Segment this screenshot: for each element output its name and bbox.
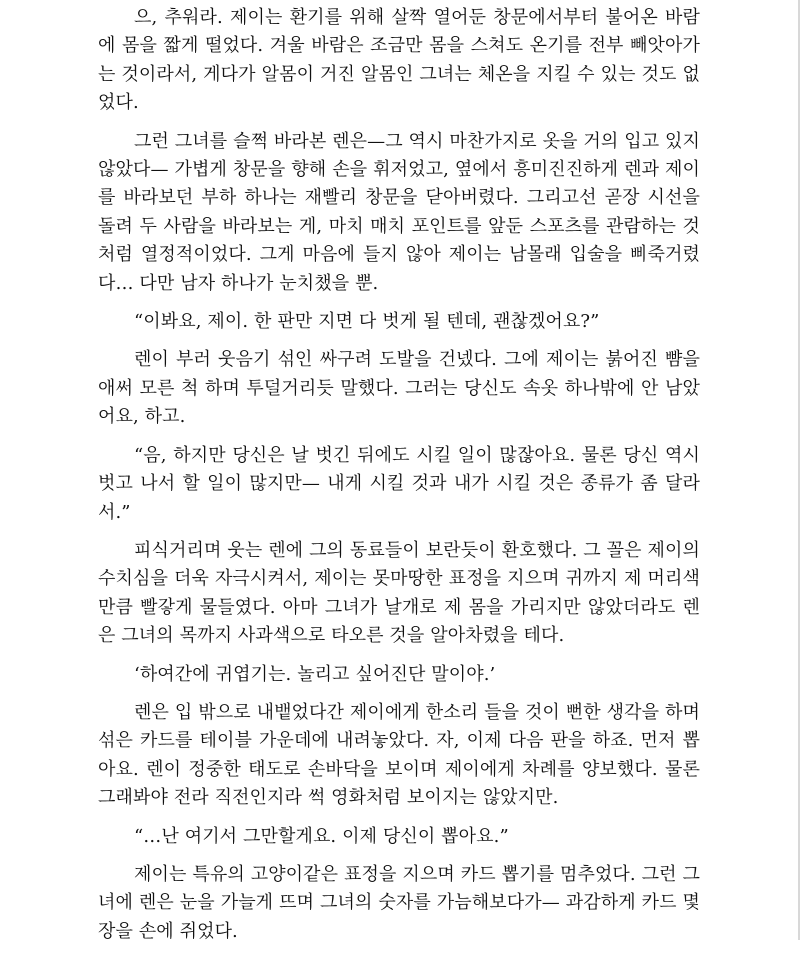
paragraph-2: 그런 그녀를 슬쩍 바라본 렌은—그 역시 마찬가지로 옷을 거의 입고 있지 않았다— 가볍게 창문을 향해 손을 휘저었고, 옆에서 흥미진진하게 렌과 제이를 바라보던 부하 하나는 재빨리 창문을 닫아버렸다. 그리고선 곧장 시선을 돌려 두 사람을 바라보는 게, 마치 매치 포인트를 앞둔 스포츠를 관람하는 것처럼 열정적이었다. 그게 마음에 들지 않아 제이는 남몰래 입술을 삐죽거렸다… 다만 남자 하나가 눈치챘을 뿐. — [98, 130, 700, 294]
paragraph-1: 으, 추워라. 제이는 환기를 위해 살짝 열어둔 창문에서부터 불어온 바람에 몸을 짧게 떨었다. 겨울 바람은 조금만 몸을 스쳐도 온기를 전부 빼앗아가는 것이라서, 게다가 알몸이 거진 알몸인 그녀는 체온을 지킬 수 있는 것도 없었다. — [98, 7, 700, 114]
paragraph-3-dialogue: “이봐요, 제이. 한 판만 지면 다 벗게 될 텐데, 괜찮겠어요?” — [134, 311, 600, 333]
paragraph-6: 피식거리며 웃는 렌에 그의 동료들이 보란듯이 환호했다. 그 꼴은 제이의 수치심을 더욱 자극시켜서, 제이는 못마땅한 표정을 지으며 귀까지 제 머리색만큼 빨갛게 물들였다. 아마 그녀가 날개로 제 몸을 가리지만 않았더라도 렌은 그녀의 목까지 사과색으로 타오른 것을 알아차렸을 테다. — [98, 539, 700, 647]
paragraph-5-dialogue: “음, 하지만 당신은 날 벗긴 뒤에도 시킬 일이 많잖아요. 물론 당신 역시 벗고 나서 할 일이 많지만— 내게 시킬 것과 내가 시킬 것은 종류가 좀 달라서.” — [98, 444, 700, 523]
paragraph-9-dialogue: “…난 여기서 그만할게요. 이제 당신이 뽑아요.” — [134, 825, 509, 847]
paragraph-4: 렌이 부러 웃음기 섞인 싸구려 도발을 건넸다. 그에 제이는 붉어진 뺨을 애써 모른 척 하며 투덜거리듯 말했다. 그러는 당신도 속옷 하나밖에 안 남았어요, 하고. — [98, 349, 700, 428]
story-text — [98, 4, 700, 956]
paragraph-7-thought: ‘하여간에 귀엽기는. 놀리고 싶어진단 말이야.’ — [134, 663, 496, 685]
paragraph-10: 제이는 특유의 고양이같은 표정을 지으며 카드 뽑기를 멈추었다. 그런 그녀에 렌은 눈을 가늘게 뜨며 그녀의 숫자를 가늠해보다가— 과감하게 카드 몇 장을 손에 쥐었다. — [98, 863, 700, 942]
paragraph-8: 렌은 입 밖으로 내뱉었다간 제이에게 한소리 들을 것이 뻔한 생각을 하며 섞은 카드를 테이블 가운데에 내려놓았다. 자, 이제 다음 판을 하죠. 먼저 뽑아요. 렌이 정중한 태도로 손바닥을 보이며 제이에게 차례를 양보했다. 물론 그래봐야 전라 직전인지라 썩 영화처럼 보이지는 않았지만. — [98, 701, 700, 809]
